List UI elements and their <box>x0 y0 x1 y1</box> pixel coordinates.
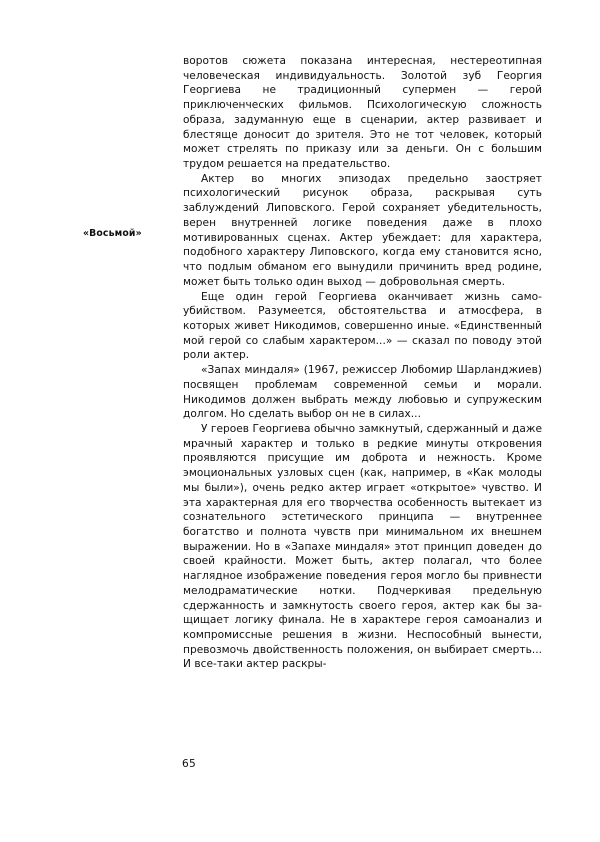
paragraph: воротов сюжета показана интересная, нестереотипная человеческая индивидуальность. Золотой зуб Георгия Георгиева не традиционный супермен — герой приключенческих фильмов. Психологическую сложность образа, задуманную еще в сценарии, актер развивает и блестяще доносит до зрителя. Это не тот человек, который может стрелять по приказу или за деньги. Он с большим трудом решается на предательство. <box>183 55 542 171</box>
body-text-column <box>183 54 542 672</box>
paragraph: «Запах миндаля» (1967, режиссер Любомир Шарланджиев) посвящен проблемам современной семьи и морали. Никодимов должен выбрать между любовью и супружеским долгом. Но сделать выбор он не в силах... <box>183 364 542 421</box>
paragraph: Еще один герой Георгиева оканчивает жизнь самоубийством. Разумеется, обстоятельства и атмосфера, в которых живет Никодимов, совершенно иные. «Единственный мой герой со слабым характером...» — сказал по поводу этой роли актер. <box>183 290 542 362</box>
paragraph: У героев Георгиева обычно замкнутый, сдержанный и даже мрачный характер и только в редкие минуты откровения проявляются присущие им доброта и нежность. Кроме эмоциональных узловых сцен (как, например, в «Как молоды мы были»), очень редко актер играет «открытое» чувство. И эта характерная для его творчества особенность вытекает из сознательного эстетического принципа — внутреннее богатство и полнота чувств при минимальном их внешнем выражении. Но в «Запахе миндаля» этот принцип доведен до своей крайности. Может быть, актер полагал, что более наглядное изображение поведения героя могло бы привнести мелодраматические нотки. Подчеркивая предельную сдержанность и замкнутость своего героя, актер как бы защищает логику финала. Не в характере героя самоанализ и компромиссные решения в жизни. Неспособный вынести, превозмочь двойственность положения, он выбирает смерть... И все-таки актер раскры- <box>183 422 542 671</box>
page-number: 65 <box>182 758 197 770</box>
margin-note: «Восьмой» <box>83 228 142 239</box>
paragraph: Актер во многих эпизодах предельно заостряет психологический рисунок образа, раскрывая суть заблуждений Липовского. Герой сохраняет убедительность, верен внутренней логике поведения даже в плохо мотивированных сценах. Актер убеждает: для характера, подобного характеру Липовского, когда ему становится ясно, что подлым обманом его вынудили причинить вред родине, может быть только один выход — добровольная смерть. <box>183 172 542 288</box>
